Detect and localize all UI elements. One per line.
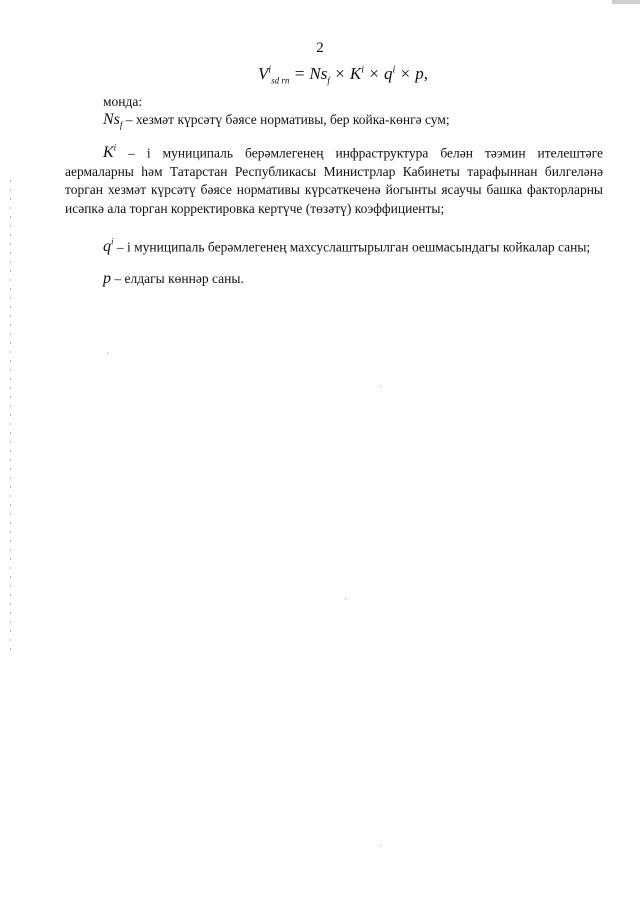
definition-p [65,270,603,289]
scan-speck [380,845,381,847]
page-number: 2 [316,40,324,56]
formula [258,64,428,85]
symbol-k: $K^i$ [103,143,117,162]
definition-ns-text: – хезмәт күрсәтү бәясе нормативы, бер койка-көнгә сум; [122,112,450,127]
definition-k-text: – i муниципаль берәмлегенең инфраструктура белән тәэмин ителештәге аермаларны һәм Татарстан Республикасы Министрлар Кабинеты тарафыннан билгеләнә торган хезмәт күрсәтү бәясе нормативы күрсәткеченә йогынты ясаучы башка факторларны исәпкә ала торган корректировка кертүче (төзәтү) коэффициенты; [65,145,603,216]
binding-margin-dots [10,180,11,650]
formula-lhs: $V^i_{sd rn}$ [258,64,290,86]
formula-tail: , [423,64,429,83]
definition-p-text: – елдагы көннәр саны. [111,271,244,286]
intro-text: монда: [103,94,143,109]
symbol-p: p [103,270,111,287]
symbol-ns: $Ns_f$ [103,111,123,131]
scan-speck [345,598,346,600]
formula-q: $q^i$ [384,64,396,83]
scan-speck [107,352,108,354]
times-sign: × [399,64,412,83]
formula-k: $K^i$ [349,64,365,83]
symbol-q: $q^i$ [103,237,114,256]
definition-ns [65,111,603,135]
definition-q-text: – i муниципаль берәмлегенең махсуслаштырылган оешмасындагы койкалар саны; [113,239,591,255]
definition-q [65,233,603,257]
scan-artifact [612,0,640,4]
definition-k [65,139,603,218]
times-sign: × [334,64,346,83]
equals-sign: = [293,64,306,83]
scan-speck [380,385,381,387]
formula-ns: $Ns_f$ [309,64,330,86]
formula-p: p [415,64,424,83]
times-sign: × [368,64,380,83]
